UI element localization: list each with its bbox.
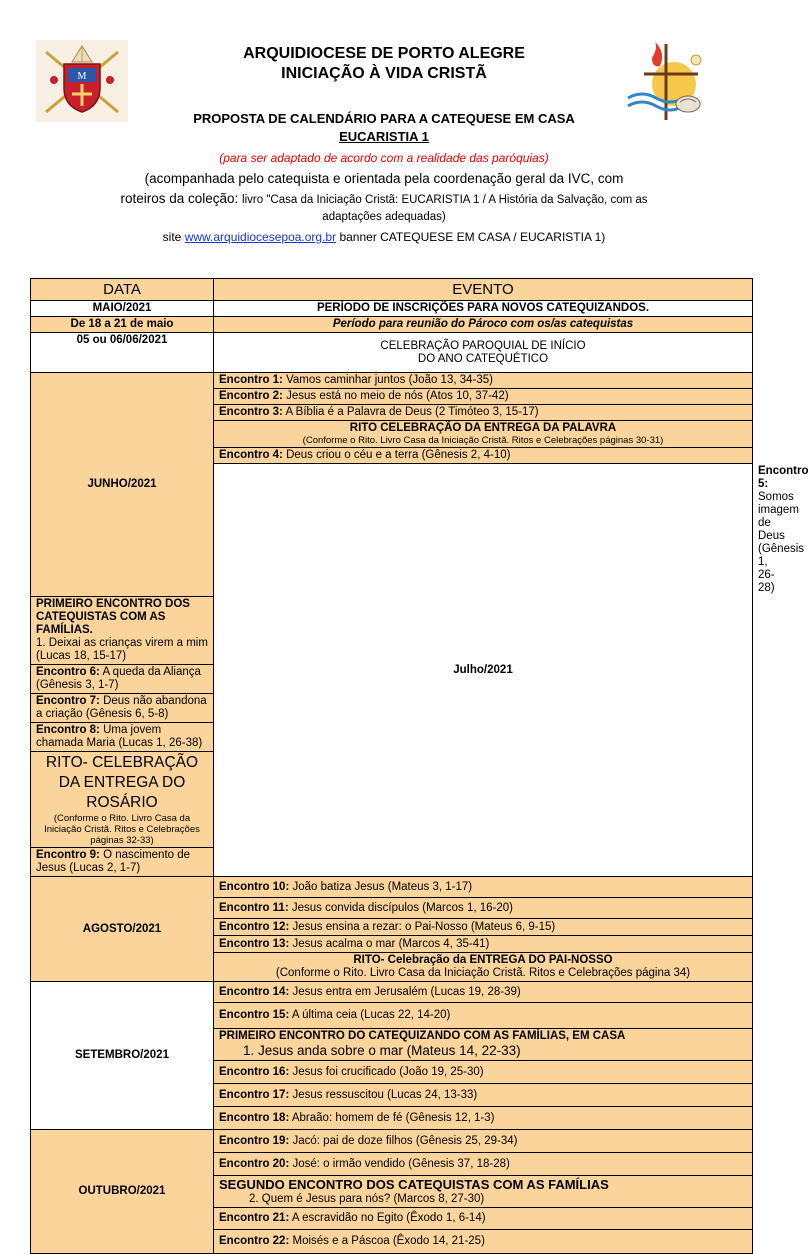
family-meeting-item: 2. Quem é Jesus para nós? (Marcos 8, 27-30) (249, 1193, 485, 1205)
encounter-text: Uma jovem chamada Maria (Lucas 1, 26-38) (36, 724, 203, 749)
description-line-2 (80, 190, 688, 209)
encounter-text: Jesus foi crucificado (João 19, 25-30) (289, 1065, 484, 1078)
month-cell-junho: JUNHO/2021 (31, 373, 214, 597)
family-meeting-cell (214, 1176, 753, 1208)
encounter-label: Encontro 17: (219, 1088, 290, 1101)
event-cell (214, 1003, 753, 1029)
encounter-text: Jesus está no meio de nós (Atos 10, 37-42) (282, 390, 509, 402)
encounter-text: Jesus convida discípulos (Marcos 1, 16-20) (288, 901, 514, 914)
event-cell (31, 723, 214, 752)
event-cell (214, 936, 753, 953)
family-meeting-cell (214, 1029, 753, 1061)
encounter-text: Deus não abandona a criação (Gênesis 6, 5-8) (36, 695, 207, 720)
event-cell (214, 405, 753, 421)
description-line-2-rest: livro "Casa da Iniciação Cristã: EUCARISTIA 1 / A História da Salvação, com as (242, 194, 648, 206)
table-row (31, 333, 753, 373)
adaptation-note: (para ser adaptado de acordo com a realidade das paróquias) (219, 151, 549, 165)
column-header-date: DATA (31, 279, 214, 301)
description-line-3: adaptações adequadas) (322, 211, 446, 223)
event-cell (214, 1230, 753, 1254)
table-header-row (31, 279, 753, 301)
event-cell: Período para reunião do Pároco com os/as catequistas (214, 317, 753, 333)
encounter-text: Jacó: pai de doze filhos (Gênesis 25, 29-34) (289, 1134, 518, 1147)
table-row (31, 301, 753, 317)
family-meeting-title: PRIMEIRO ENCONTRO DO CATEQUIZANDO COM AS FAMÍLIAS, EM CASA (219, 1030, 626, 1042)
event-cell (31, 665, 214, 694)
event-cell (214, 1107, 753, 1130)
table-row (31, 877, 753, 898)
event-cell (214, 982, 753, 1003)
encounter-label: Encontro 10: (219, 880, 290, 893)
encounter-label: Encontro 21: (219, 1212, 290, 1224)
event-cell (214, 1130, 753, 1153)
month-cell-setembro: SETEMBRO/2021 (31, 982, 214, 1130)
month-cell-outubro: OUTUBRO/2021 (31, 1130, 214, 1254)
month-cell-agosto: AGOSTO/2021 (31, 877, 214, 982)
celebration-line-2: DO ANO CATEQUÉTICO (417, 352, 549, 365)
encounter-label: Encontro 16: (219, 1065, 290, 1078)
site-link[interactable]: www.arquidiocesepoa.org.br (184, 230, 337, 244)
encounter-label: Encontro 9: (36, 849, 100, 861)
org-line-2: INICIAÇÃO À VIDA CRISTÃ (281, 65, 487, 82)
date-cell: 05 ou 06/06/2021 (31, 333, 214, 373)
rite-note: (Conforme o Rito. Livro Casa da Iniciação Cristã. Ritos e Celebrações páginas 30-31) (302, 435, 664, 446)
rite-note: (Conforme o Rito. Livro Casa da Iniciação Cristã. Ritos e Celebrações páginas 32-33) (44, 813, 200, 846)
encounter-label: Encontro 7: (36, 695, 100, 707)
encounter-label: Encontro 12: (219, 920, 290, 933)
family-meeting-title: PRIMEIRO ENCONTRO DOS CATEQUISTAS COM AS FAMÍLIAS. (36, 598, 190, 636)
encounter-label: Encontro 6: (36, 666, 100, 678)
rite-title: RITO- CELEBRAÇÃO DA ENTREGA DO ROSÁRIO (45, 754, 199, 811)
encounter-label: Encontro 13: (219, 937, 290, 950)
encounter-label: Encontro 11: (219, 901, 289, 914)
encounter-label: Encontro 20: (219, 1157, 290, 1170)
proposal-title: PROPOSTA DE CALENDÁRIO PARA A CATEQUESE EM CASA (193, 111, 575, 126)
table-row (31, 1130, 753, 1153)
encounter-text: Deus criou o céu e a terra (Gênesis 2, 4-10) (282, 449, 511, 461)
family-meeting-cell (31, 597, 214, 665)
encounter-text: João batiza Jesus (Mateus 3, 1-17) (289, 880, 473, 893)
encounter-text: A última ceia (Lucas 22, 14-20) (289, 1009, 451, 1021)
date-cell: MAIO/2021 (31, 301, 214, 317)
encounter-label: Encontro 18: (219, 1111, 290, 1124)
encounter-label: Encontro 14: (219, 985, 290, 998)
family-meeting-item: 1. Deixai as crianças virem a mim (Lucas 18, 15-17) (36, 637, 208, 662)
event-cell (214, 1153, 753, 1176)
description-line-2-prefix: roteiros da coleção: (120, 191, 243, 206)
event-cell (214, 919, 753, 936)
rite-cell (214, 421, 753, 448)
encounter-text: Jesus ensina a rezar: o Pai-Nosso (Mateus 6, 9-15) (289, 920, 556, 933)
encounter-label: Encontro 8: (36, 724, 100, 736)
encounter-text: O nascimento de Jesus (Lucas 2, 1-7) (36, 849, 191, 874)
event-cell (214, 1061, 753, 1084)
encounter-label: Encontro 4: (219, 449, 283, 461)
encounter-text: José: o irmão vendido (Gênesis 37, 18-28) (289, 1157, 510, 1170)
event-cell (214, 389, 753, 405)
table-row (31, 982, 753, 1003)
site-prefix: site (162, 230, 185, 244)
encounter-text: Jesus acalma o mar (Marcos 4, 35-41) (289, 937, 490, 950)
svg-text:M: M (77, 71, 87, 82)
rite-cell (214, 953, 753, 982)
encounter-label: Encontro 3: (219, 406, 283, 418)
description-line-1: (acompanhada pelo catequista e orientada pela coordenação geral da IVC, com (144, 171, 624, 186)
org-line-1: ARQUIDIOCESE DE PORTO ALEGRE (243, 45, 525, 62)
event-cell (214, 1208, 753, 1230)
stage-title: EUCARISTIA 1 (339, 129, 429, 144)
encounter-text: A Bíblia é a Palavra de Deus (2 Timóteo 3, 15-17) (282, 406, 539, 418)
event-cell: PERÍODO DE INSCRIÇÕES PARA NOVOS CATEQUIZANDOS. (214, 301, 753, 317)
table-row (31, 373, 753, 389)
encounter-text: Moisés e a Páscoa (Êxodo 14, 21-25) (289, 1235, 485, 1247)
encounter-text: A escravidão no Egito (Êxodo 1, 6-14) (289, 1212, 486, 1224)
site-line (80, 230, 688, 244)
column-header-event: EVENTO (214, 279, 753, 301)
family-meeting-title: SEGUNDO ENCONTRO DOS CATEQUISTAS COM AS FAMÍLIAS (219, 1177, 609, 1192)
encounter-text: Vamos caminhar juntos (João 13, 34-35) (282, 374, 493, 386)
event-cell (214, 1084, 753, 1107)
month-cell-julho: Julho/2021 (214, 464, 753, 877)
encounter-label: Encontro 5: (758, 465, 808, 490)
event-cell (214, 373, 753, 389)
site-suffix: banner CATEQUESE EM CASA / EUCARISTIA 1) (336, 230, 606, 244)
celebration-line-1: CELEBRAÇÃO PAROQUIAL DE INÍCIO (380, 339, 586, 352)
table-row (31, 317, 753, 333)
encounter-text: Jesus ressuscitou (Lucas 24, 13-33) (289, 1088, 478, 1101)
encounter-label: Encontro 2: (219, 390, 283, 402)
family-meeting-item: 1. Jesus anda sobre o mar (Mateus 14, 22-33) (243, 1043, 521, 1058)
encounter-text: Abraão: homem de fé (Gênesis 12, 1-3) (289, 1111, 495, 1124)
encounter-text: Jesus entra em Jerusalém (Lucas 19, 28-39) (289, 985, 521, 998)
event-cell (31, 848, 214, 877)
document-header (140, 44, 628, 84)
event-cell (214, 448, 753, 464)
date-cell: De 18 a 21 de maio (31, 317, 214, 333)
encounter-label: Encontro 15: (219, 1009, 290, 1021)
rite-note: (Conforme o Rito. Livro Casa da Iniciação Cristã. Ritos e Celebrações página 34) (275, 967, 691, 979)
encounter-label: Encontro 22: (219, 1235, 290, 1247)
encounter-label: Encontro 1: (219, 374, 283, 386)
event-cell (214, 877, 753, 898)
rite-cell (31, 752, 214, 848)
catechesis-calendar-table (30, 278, 808, 1254)
encounter-text: A queda da Aliança (Gênesis 3, 1-7) (36, 666, 201, 691)
rite-title: RITO- Celebração da ENTREGA DO PAI-NOSSO (353, 954, 613, 966)
encounter-label: Encontro 19: (219, 1134, 290, 1147)
event-cell (31, 694, 214, 723)
encounter-text: Somos imagem de Deus (Gênesis 1, 26-28) (758, 491, 805, 594)
event-cell (214, 333, 753, 373)
event-cell (214, 898, 753, 919)
rite-title: RITO CELEBRAÇÃO DA ENTREGA DA PALAVRA (349, 422, 617, 434)
